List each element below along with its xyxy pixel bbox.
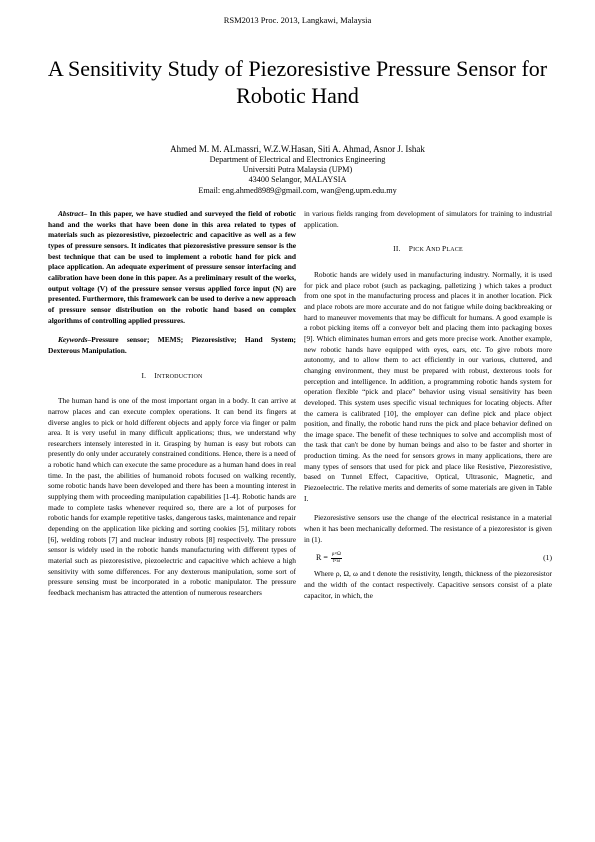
title-line-1: A Sensitivity Study of Piezoresistive Pressure Sensor for: [47, 56, 548, 81]
abstract-text: – In this paper, we have studied and surveyed the field of robotic hand and the works that have been done in this area related to types of materials such as piezoresistive, piezoelectric and capacitive as well as a few types of pressure sensors. It indicates that piezoresistive pressure sensor is the best technique that can be used to implement a robotic hand for pick and place application. An adequate experiment of pressure sensor interfacing and calibration have been done in this paper. As a preliminary result of the works, output voltage (V) of the pressure sensor versus applied force input (N) are presented. Furthermore, this framework can be used to derive a new approach of pressure sensor distribution on the robotic hand based on complex algorithms of controlling applied pressures.: [48, 209, 296, 325]
section-heading-pick-and-place: II. PICK AND PLACE: [393, 244, 463, 254]
equation-lhs: R = $\frac{\rho\times\Omega}{t\times\omega}$: [316, 552, 341, 564]
intro-continuation: in various fields ranging from development of simulators for training to industrial application.: [304, 209, 552, 229]
authors: Ahmed M. M. ALmassri, W.Z.W.Hasan, Siti A. Ahmad, Asnor J. Ishak: [170, 144, 425, 154]
email: Email: eng.ahmed8989@gmail.com, wan@eng.upm.edu.my: [198, 185, 397, 195]
equation-1: [304, 552, 552, 564]
university: Universiti Putra Malaysia (UPM): [242, 165, 353, 175]
pick-place-paragraph-1: Robotic hands are widely used in manufacturing industry. Normally, it is used for pick and place robot (such as packaging, palletizing ) which takes a product from one spot in the manufacturing process and places it in another location. Pick and place robots are more accurate and do not fatigue while doing backbreaking or hard to maneuver movements that may be difficult for humans. A good example is a robot picking items off a conveyor belt and placing them into packaging boxes [9]. Which eliminates human errors and gets more precise work. Another example, new robotic hands have equipped with eyes, ears, etc. To give robots more autonomy, and to allow them to act efficiently in our various, cluttered, and changing environment, they must be prepared with robust, dexterous tools for perception and intelligence. In addition, a programming robotic hands system for operation flexible “pick and place” behavior using visual sensitivity has been developed. This system uses specific visual techniques for locating objects. After the camera is calibrated [10], the employer can define pick and place object position, and finally, the robotic hand runs the pick and place behavior defined on the image space. The benefit of these techniques to solve and accomplish most of the task that can't be done by human beings and also to be faster and shorter in production timing. As the need for sensors grows in many applications, there are many types of sensors that used for pick and place like Resistive, Piezoresistive, based on Tunnel Effect, Capacitive, Optical, Ultrasonic, Magnetic, and Piezoelectric. The relative merits and demerits of some materials are given in Table I.: [304, 269, 552, 503]
section-heading-introduction: I. INTRODUCTION: [141, 370, 203, 380]
equation-denominator: t×ω: [332, 558, 341, 564]
title-line-2: Robotic Hand: [236, 83, 359, 108]
author-block: [0, 143, 595, 196]
left-column: [48, 209, 296, 599]
keywords-label: Keywords: [58, 335, 88, 345]
equation-number: (1): [543, 553, 552, 563]
abstract-label: Abstract: [58, 209, 84, 218]
paper-title: [20, 55, 575, 109]
running-head: RSM2013 Proc. 2013, Langkawi, Malaysia: [223, 15, 372, 25]
keywords: [48, 335, 296, 356]
abstract: [48, 209, 296, 326]
intro-paragraph: The human hand is one of the most important organ in a body. It can arrive at narrow places and can execute complex operations. It can bend its fingers at diverse angles to pick or hold different objects and apply force via finger or palm area. It is very useful in many difficult applications; thus, we understand why researchers intensely interested in it. Grasping by human is easy but robots can presently do only under accurately constrained conditions. Hence, there is a need of a robotic hand which can execute the same procedure as a human hand does in real time. In the past, the abilities of humanoid robots focused on walking recently, some robotic hands have been developed and there has been a mounting interest in supplying them with proceeding manipulation capabilities [1-4]. Robotic hands are made to complete tasks whenever required so, there are a lot of purposes for robotic hands for example repetitive tasks, dangerous tasks, maintenance and repair depending on the application like picking and sorting cookies [5], military robots [6], welding robots [7] and nuclear industry robots [8] respectively. The pressure sensor is widely used in the robotic hands manufacturing with different types of material such as piezoresistive, piezoelectric and capacitive which achieve a high sensitivity with some differences. For any dexterous manipulation, some sort of pressure sensing must be incorporated in a robotic manipulator. The pressure feedback mechanism has attracted the attention of numerous researchers: [48, 396, 296, 597]
right-column: [304, 209, 552, 601]
equation-fraction: [331, 552, 342, 564]
keywords-text: –Pressure sensor; MEMS; Piezoresistive; Hand System; Dexterous Manipulation.: [48, 335, 296, 355]
pick-place-paragraph-2: Piezoresistive sensors use the change of the electrical resistance in a material when it has been mechanically deformed. The resistance of a piezoresistor is given in (1).: [304, 513, 552, 544]
address: 43400 Selangor, MALAYSIA: [248, 175, 347, 185]
pick-place-paragraph-3: Where ρ, Ω, ω and t denote the resistivity, length, thickness of the piezoresistor and the width of the contact respectively. Capacitive sensors consist of a plate capacitor, in which, the: [304, 569, 552, 600]
equation-numerator: ρ×Ω: [331, 552, 341, 558]
department: Department of Electrical and Electronics Engineering: [209, 155, 386, 164]
